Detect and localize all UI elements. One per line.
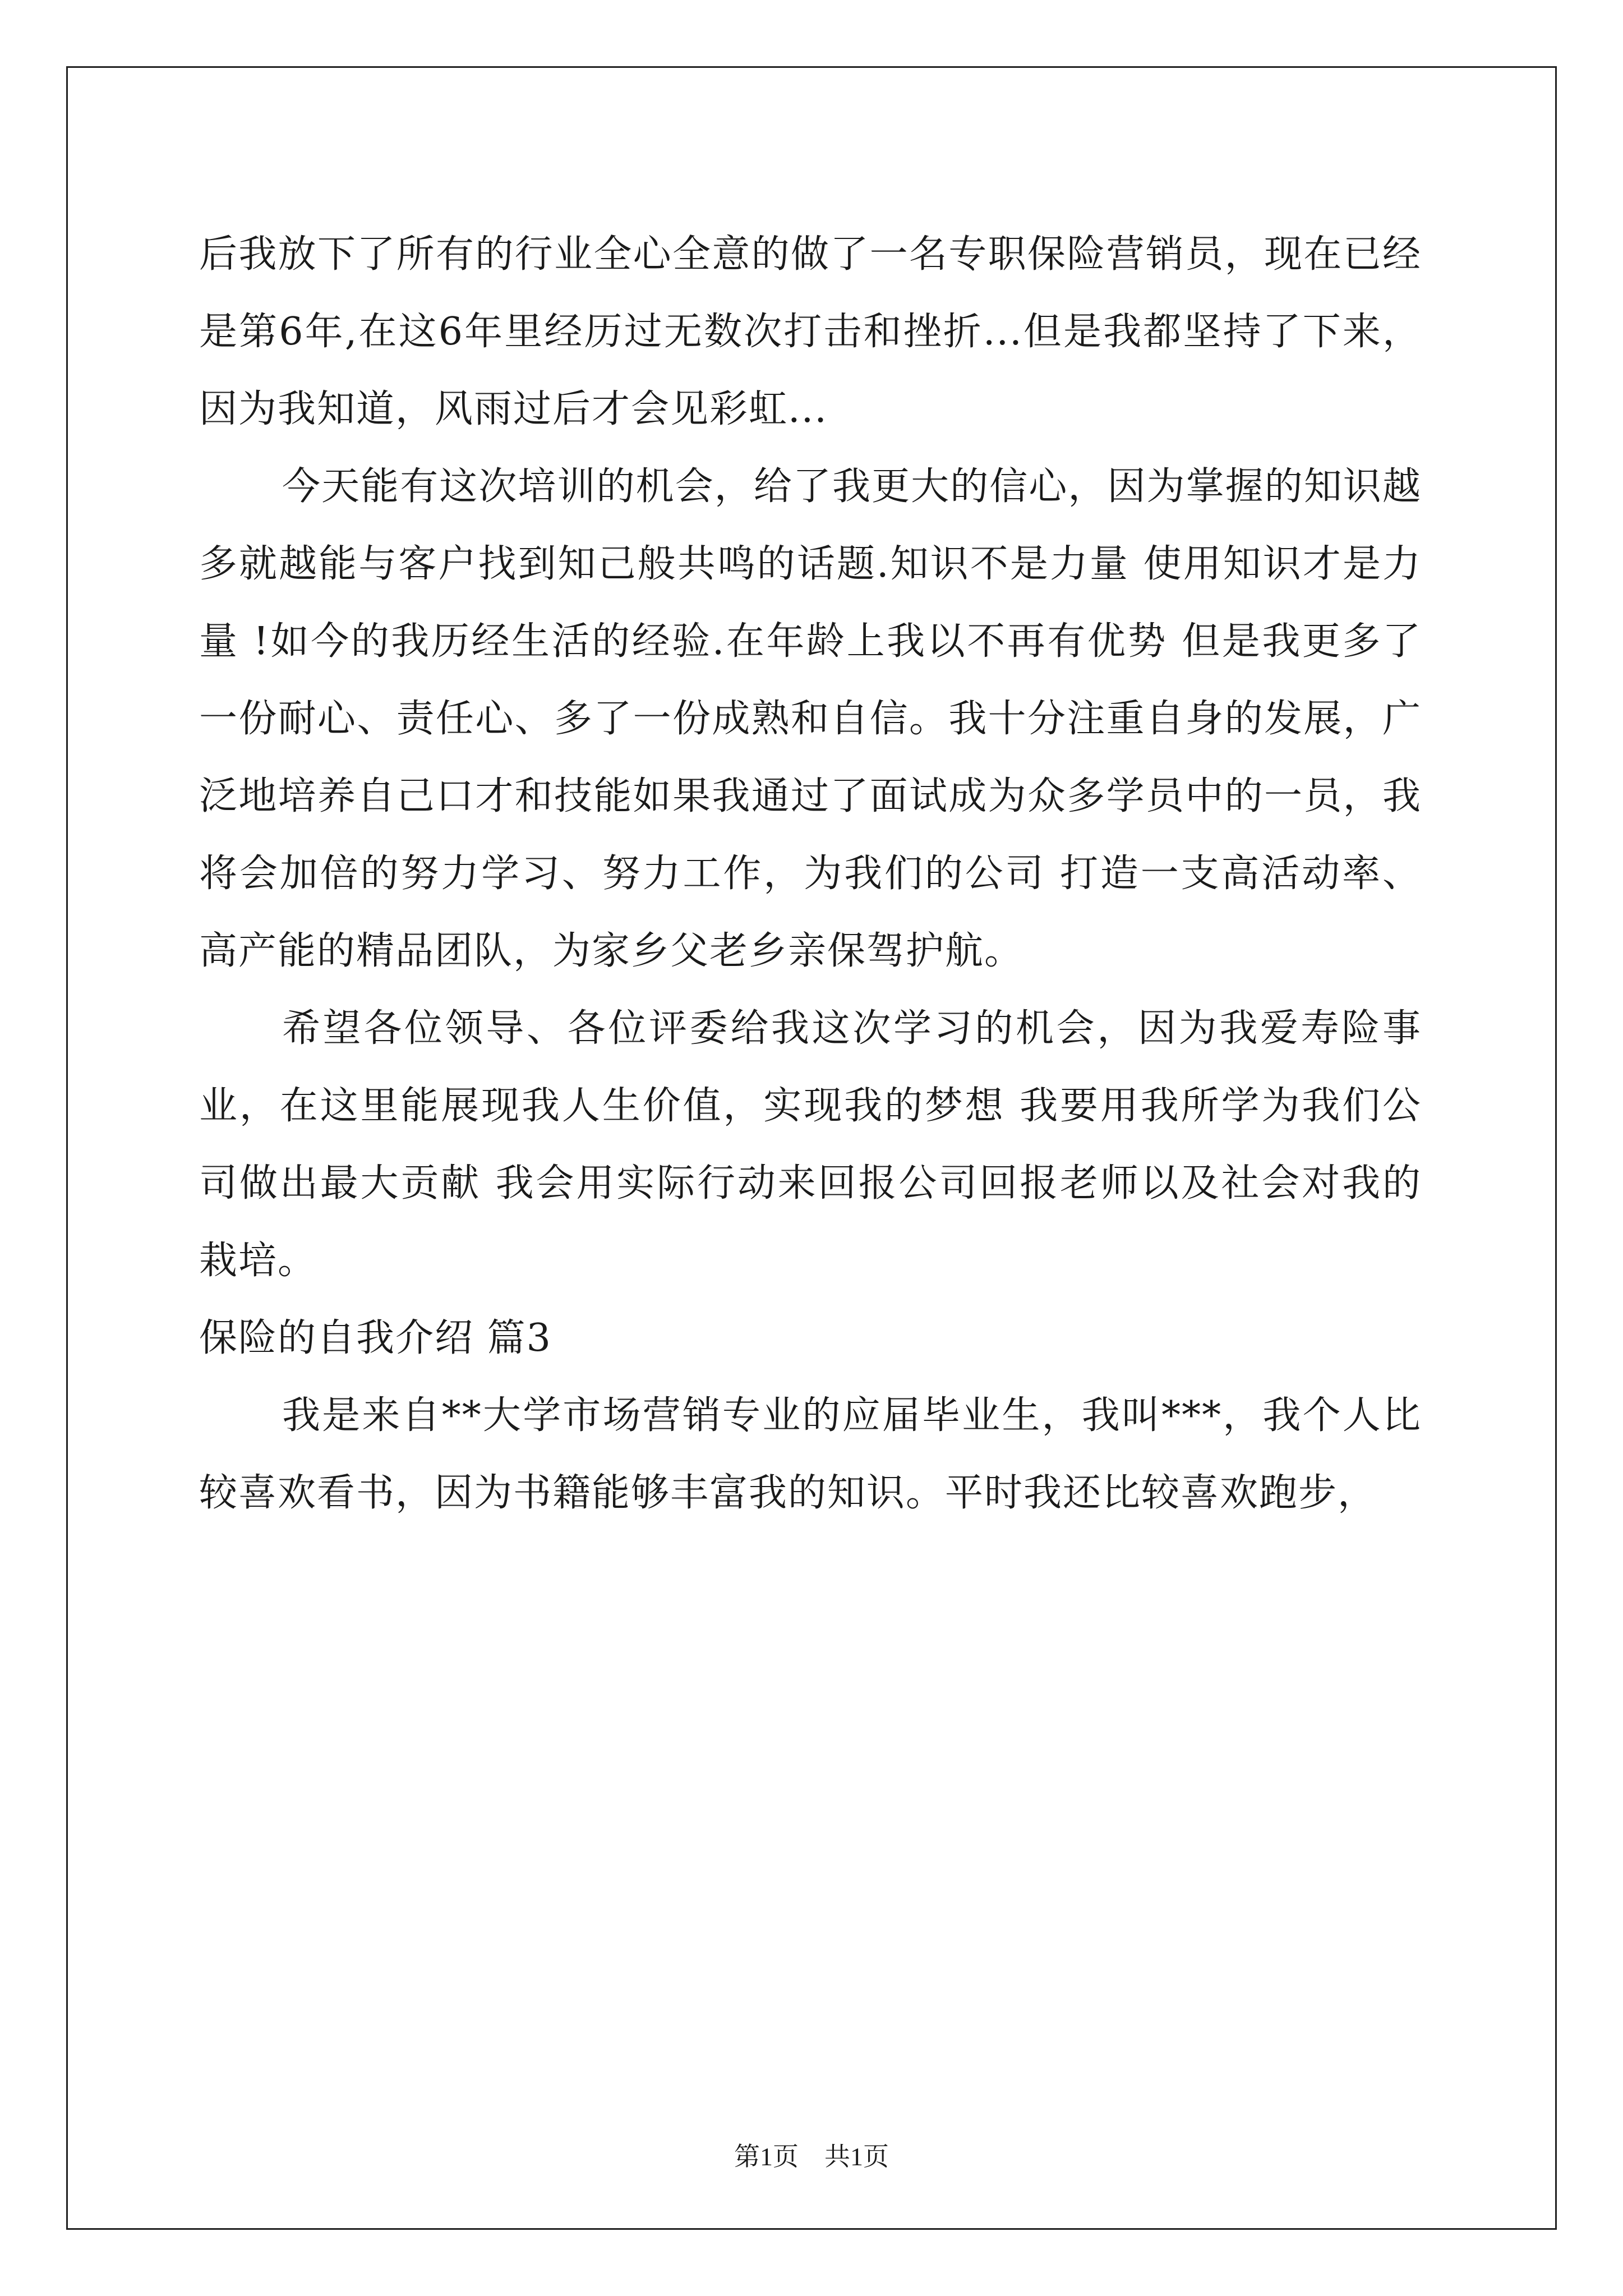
paragraph-2: 今天能有这次培训的机会，给了我更大的信心，因为掌握的知识越多就越能与客户找到知己般共鸣的话题.知识不是力量 使用知识才是力量 !如今的我历经生活的经验.在年龄上我以不再有优势 但是我更多了一份耐心、责任心、多了一份成熟和自信。我十分注重自身的发展，广泛地培养自己口才和技能如果我通过了面试成为众多学员中的一员，我将会加倍的努力学习、努力工作，为我们的公司 打造一支高活动率、高产能的精品团队，为家乡父老乡亲保驾护航。 (199, 464, 1422, 973)
section-heading: 保险的自我介绍 篇3 (199, 1316, 552, 1360)
section-paragraph-1: 我是来自**大学市场营销专业的应届毕业生，我叫***，我个人比较喜欢看书，因为书籍能够丰富我的知识。平时我还比较喜欢跑步， (199, 1393, 1422, 1515)
paragraph-1: 后我放下了所有的行业全心全意的做了一名专职保险营销员，现在已经是第6年,在这6年里经历过无数次打击和挫折...但是我都坚持了下来，因为我知道，风雨过后才会见彩虹... (199, 232, 1422, 431)
document-body (199, 216, 1422, 1532)
paragraph-3: 希望各位领导、各位评委给我这次学习的机会，因为我爱寿险事业，在这里能展现我人生价值，实现我的梦想 我要用我所学为我们公司做出最大贡献 我会用实际行动来回报公司回报老师以及社会对我的栽培。 (199, 1006, 1422, 1283)
page-number-footer: 第1页 共1页 (734, 2142, 889, 2171)
